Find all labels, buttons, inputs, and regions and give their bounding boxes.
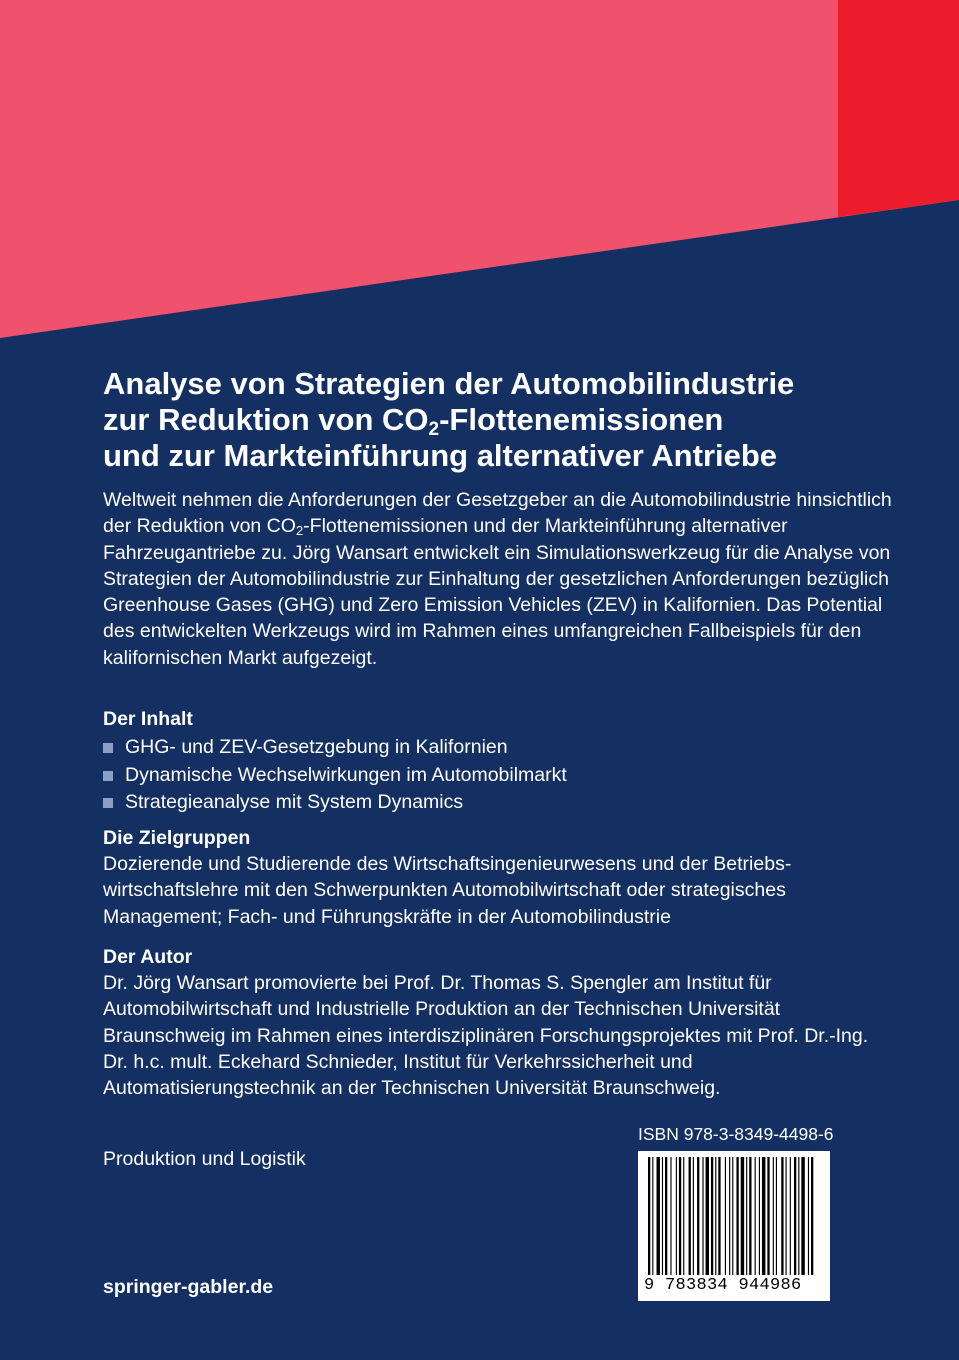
title-line-2-post: -Flottenemissionen (439, 402, 724, 437)
bullet-square-icon (103, 743, 113, 753)
bullet-square-icon (103, 771, 113, 781)
zielgruppen-heading: Die Zielgruppen (103, 827, 251, 849)
inhalt-list (103, 734, 567, 817)
list-item (103, 734, 567, 762)
inhalt-heading: Der Inhalt (103, 708, 193, 730)
list-item-text: Strategieanalyse mit System Dynamics (125, 791, 464, 813)
barcode (638, 1151, 830, 1301)
barcode-bar (732, 1157, 733, 1275)
autor-heading: Der Autor (103, 946, 193, 968)
list-item (103, 762, 567, 790)
barcode-bar (736, 1157, 738, 1275)
barcode-bar (729, 1157, 730, 1275)
barcode-bar (801, 1157, 804, 1275)
barcode-bar (697, 1157, 699, 1275)
barcode-bar (648, 1157, 650, 1275)
zielgruppen-text: Dozierende und Studierende des Wirtschaftsingenieurwesens und der Betriebswirtschaftslehre mit den Schwerpunkten Automobilwirtschaft oder strategisches Management; Fach- und Führungskräfte in der Automobilindustrie (103, 853, 792, 928)
barcode-bar (683, 1157, 684, 1275)
isbn-label: ISBN 978-3-8349-4498-6 (638, 1124, 834, 1144)
series-name: Produktion und Logistik (103, 1148, 306, 1170)
barcode-bar (755, 1157, 756, 1275)
title-line-3: und zur Markteinführung alternativer Antriebe (103, 438, 778, 473)
barcode-bar (811, 1157, 813, 1275)
barcode-bar (741, 1157, 744, 1275)
list-item (103, 789, 567, 817)
barcode-bar (790, 1157, 791, 1275)
barcode-bar (794, 1157, 796, 1275)
barcode-bar (715, 1157, 716, 1275)
barcode-bar (762, 1157, 765, 1275)
intro-paragraph (103, 487, 898, 671)
barcode-bar (749, 1157, 751, 1275)
barcode-bar (706, 1157, 709, 1275)
autor-text: Dr. Jörg Wansart promovierte bei Prof. Dr. Thomas S. Spengler am Institut für Automobilwirtschaft und Industrielle Produktion an der Technischen Universität Braunschweig im Rahmen eines interdisziplinären Forschungsprojektes mit Prof. Dr.-Ing. Dr. h.c. mult. Eckehard Schnieder, Institut für Verkehrssicherheit und Automatisierungstechnik an der Technischen Universität Braunschweig. (103, 972, 869, 1100)
barcode-bar (725, 1157, 726, 1275)
publisher-website: springer-gabler.de (103, 1276, 274, 1298)
barcode-bar (652, 1157, 653, 1275)
list-item-text: GHG- und ZEV-Gesetzgebung in Kalifornien (125, 736, 508, 758)
barcode-bar (781, 1157, 783, 1275)
red-corner-shape (838, 0, 959, 217)
barcode-bar (773, 1157, 774, 1275)
barcode-bar (786, 1157, 787, 1275)
barcode-bar (670, 1157, 671, 1275)
barcode-digits: 9 783834 944986 (642, 1276, 830, 1296)
barcode-bar (776, 1157, 777, 1275)
intro-text-1: Weltweit nehmen die Anforderungen der Gesetzgeber an die Automobilindustrie hinsichtlich der Reduktion von CO (103, 489, 892, 538)
book-title (103, 366, 923, 474)
barcode-bar (665, 1157, 667, 1275)
barcode-bar (718, 1157, 720, 1275)
barcode-bar (693, 1157, 694, 1275)
barcode-bar (702, 1157, 703, 1275)
title-line-2-pre: zur Reduktion von CO (103, 402, 429, 437)
barcode-bar (662, 1157, 663, 1275)
barcode-bar (746, 1157, 747, 1275)
title-line-1: Analyse von Strategien der Automobilindustrie (103, 366, 795, 401)
barcode-bar (679, 1157, 681, 1275)
intro-co2-subscript: 2 (295, 523, 304, 539)
barcode-bar (657, 1157, 660, 1275)
barcode-bar (759, 1157, 760, 1275)
barcode-bar (808, 1157, 809, 1275)
barcode-bar (676, 1157, 677, 1275)
barcode-bar (767, 1157, 769, 1275)
barcode-bar (689, 1157, 691, 1275)
title-co2-subscript: 2 (428, 419, 440, 440)
barcode-bar (711, 1157, 713, 1275)
barcode-bar (798, 1157, 799, 1275)
list-item-text: Dynamische Wechselwirkungen im Automobilmarkt (125, 763, 567, 786)
bullet-square-icon (103, 798, 113, 808)
intro-text-2: -Flottenemissionen und der Markteinführung alternativer Fahrzeugantriebe zu. Jörg Wansart entwickelt ein Simulationswerkzeug für die Analyse von Strategien der Automobilindustrie zur Einhaltung der gesetzlichen Anforderungen bezüglich Greenhouse Gases (GHG) und Zero Emission Vehicles (ZEV) in Kalifornien. Das Potential des entwickelten Werkzeugs wird im Rahmen eines umfangreichen Fallbeispiels für den kalifornischen Markt aufgezeigt. (103, 515, 891, 669)
